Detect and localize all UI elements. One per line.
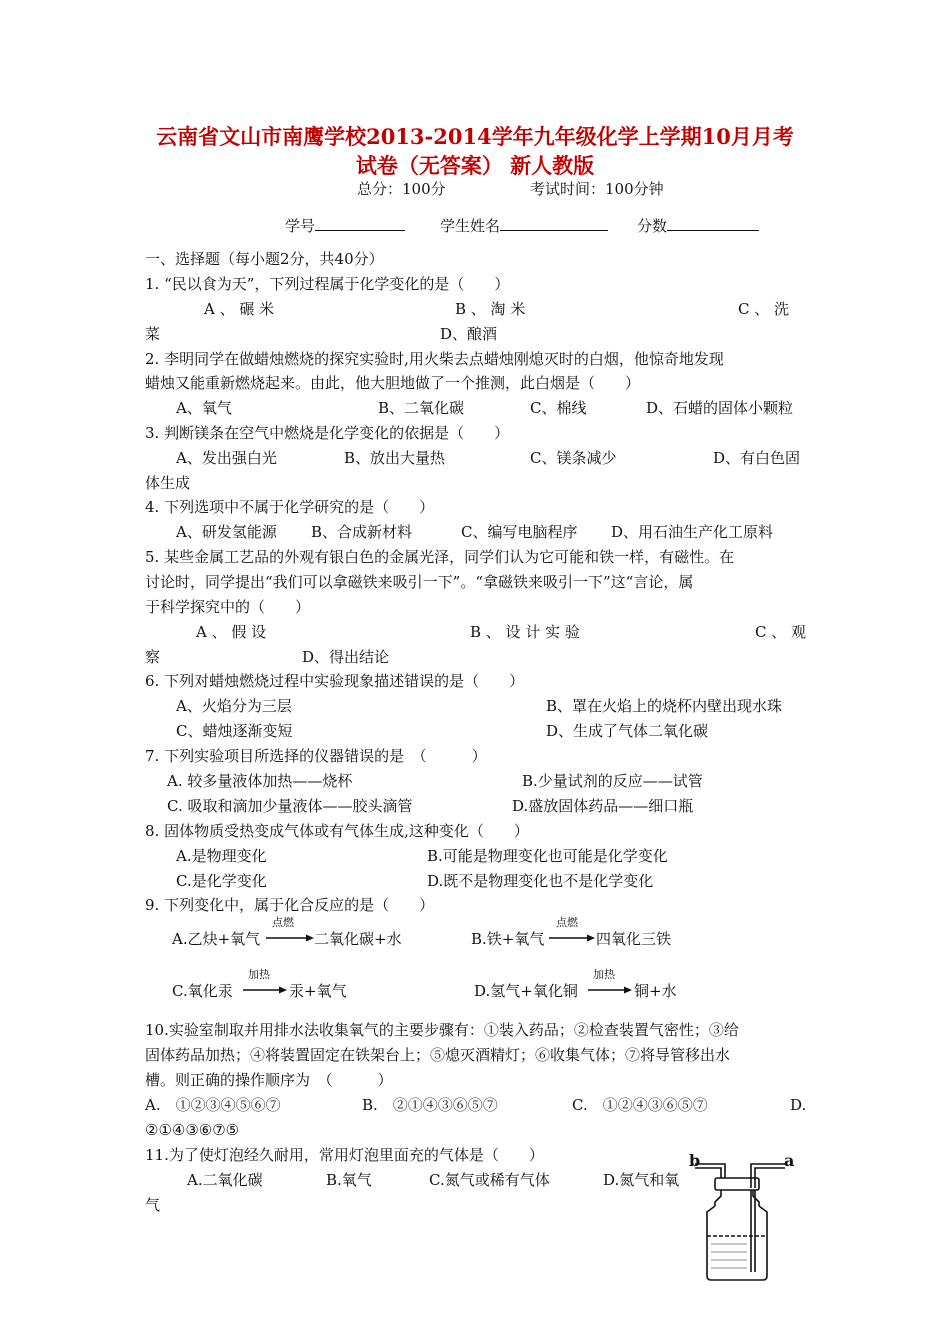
q11-option-d: D.氮气和氧	[603, 1171, 680, 1189]
q9-option-d-condition: 加热	[593, 968, 615, 981]
q2-option-b: B、二氧化碳	[378, 399, 465, 417]
q9-stem: 9. 下列变化中，属于化合反应的是（ ）	[145, 896, 435, 914]
q9-option-c-condition: 加热	[248, 968, 270, 981]
q2-option-d: D、石蜡的固体小颗粒	[646, 399, 794, 417]
student-name-label: 学生姓名	[440, 217, 501, 235]
q9-option-b-reactants: B.铁+氧气	[471, 930, 545, 948]
score-field	[637, 214, 759, 236]
q5-option-d: D、得出结论	[302, 648, 390, 666]
q6-option-d: D、生成了气体二氧化碳	[546, 722, 709, 740]
student-id-blank	[315, 214, 405, 231]
q10-stem-line1: 10.实验室制取并用排水法收集氧气的主要步骤有：①装入药品；②检查装置气密性；③给	[145, 1021, 739, 1039]
bottle-label-a: a	[784, 1151, 795, 1170]
gas-bottle-icon	[695, 1158, 805, 1283]
q6-option-c: C、蜡烛逐渐变短	[176, 722, 293, 740]
q4-option-d: D、用石油生产化工原料	[611, 523, 774, 541]
q8-option-c: C.是化学变化	[176, 872, 267, 890]
q5-option-c: C 、 观	[755, 623, 807, 641]
q11-option-d-cont: 气	[145, 1196, 161, 1214]
q8-option-d: D.既不是物理变化也不是化学变化	[427, 872, 654, 890]
q11-option-c: C.氮气或稀有气体	[429, 1171, 550, 1189]
q10-option-d: D.	[790, 1096, 807, 1114]
q9-option-b-products: 四氧化三铁	[596, 930, 672, 948]
score-blank	[667, 214, 759, 231]
q2-option-a: A、氧气	[176, 399, 232, 417]
q2-stem-line1: 2. 李明同学在做蜡烛燃烧的探究实验时,用火柴去点蜡烛刚熄灭时的白烟，他惊奇地发现	[145, 350, 724, 368]
student-name-field	[440, 214, 608, 236]
q4-option-a: A、研发氢能源	[176, 523, 277, 541]
exam-time: 考试时间：100分钟	[530, 180, 664, 198]
q9-option-d-arrow-icon	[588, 986, 632, 994]
section-heading: 一、选择题（每小题2分，共40分）	[145, 250, 384, 268]
q2-option-c: C、棉线	[530, 399, 587, 417]
q3-option-c: C、镁条减少	[530, 449, 617, 467]
q9-option-a-condition: 点燃	[272, 916, 294, 929]
q3-stem: 3. 判断镁条在空气中燃烧是化学变化的依据是（ ）	[145, 424, 510, 442]
score-label: 分数	[637, 217, 668, 235]
q9-option-a-arrow-icon	[266, 934, 314, 942]
bottle-label-b: b	[689, 1151, 701, 1170]
q9-option-b-arrow-icon	[549, 934, 595, 942]
q9-option-c-products: 汞+氧气	[289, 982, 347, 1000]
q8-option-b: B.可能是物理变化也可能是化学变化	[427, 847, 668, 865]
q3-option-b: B、放出大量热	[344, 449, 446, 467]
student-id-label: 学号	[285, 217, 316, 235]
q7-stem: 7. 下列实验项目所选择的仪器错误的是 （ ）	[145, 747, 487, 765]
q10-option-b: B. ②①④③⑥⑤⑦	[362, 1096, 498, 1114]
q11-option-a: A.二氧化碳	[187, 1171, 263, 1189]
q3-option-a: A、发出强白光	[176, 449, 277, 467]
q9-option-a-reactants: A.乙炔+氧气	[172, 930, 261, 948]
student-name-blank	[500, 214, 608, 231]
student-id-field	[285, 214, 405, 236]
q7-option-b: B.少量试剂的反应——试管	[522, 772, 703, 790]
q5-option-b: B 、 设 计 实 验	[470, 623, 580, 641]
q9-option-a-products: 二氧化碳+水	[314, 930, 402, 948]
q9-option-d-products: 铜+水	[634, 982, 677, 1000]
q10-option-a: A. ①②③④⑤⑥⑦	[145, 1096, 281, 1114]
q7-option-d: D.盛放固体药品——细口瓶	[512, 797, 694, 815]
q10-stem-line2: 固体药品加热；④将装置固定在铁架台上；⑤熄灭酒精灯；⑥收集气体；⑦将导管移出水	[145, 1046, 731, 1064]
q9-option-c-arrow-icon	[243, 986, 287, 994]
exam-title-line1: 云南省文山市南鹰学校2013-2014学年九年级化学上学期10月月考	[156, 124, 794, 149]
q3-option-d: D、有白色固	[713, 449, 801, 467]
q4-stem: 4. 下列选项中不属于化学研究的是（ ）	[145, 498, 435, 516]
q7-option-c: C. 吸取和滴加少量液体——胶头滴管	[167, 797, 413, 815]
q2-stem-line2: 蜡烛又能重新燃烧起来。由此，他大胆地做了一个推测，此白烟是（ ）	[145, 374, 641, 392]
exam-title-line2: 试卷（无答案） 新人教版	[355, 153, 595, 178]
q4-option-b: B、合成新材料	[311, 523, 413, 541]
q5-stem-line1: 5. 某些金属工艺品的外观有银白色的金属光泽，同学们认为它可能和铁一样，有磁性。在	[145, 548, 735, 566]
q7-option-a: A. 较多量液体加热——烧杯	[167, 772, 353, 790]
q1-option-d: D、酿酒	[440, 325, 498, 343]
q1-stem: 1. “民以食为天”，下列过程属于化学变化的是（ ）	[145, 275, 510, 293]
q6-option-b: B、罩在火焰上的烧杯内壁出现水珠	[546, 697, 783, 715]
q6-option-a: A、火焰分为三层	[176, 697, 292, 715]
q11-option-b: B.氧气	[326, 1171, 372, 1189]
q6-stem: 6. 下列对蜡烛燃烧过程中实验现象描述错误的是（ ）	[145, 672, 525, 690]
q10-option-c: C. ①②④③⑥⑤⑦	[572, 1096, 708, 1114]
q9-option-d-reactants: D.氢气+氧化铜	[474, 982, 578, 1000]
q8-stem: 8. 固体物质受热变成气体或有气体生成,这种变化（ ）	[145, 822, 529, 840]
q4-option-c: C、编写电脑程序	[461, 523, 578, 541]
q10-option-d-cont: ②①④③⑥⑦⑤	[145, 1121, 240, 1139]
q9-option-c-reactants: C.氧化汞	[172, 982, 233, 1000]
q5-stem-line2: 讨论时，同学提出“我们可以拿磁铁来吸引一下”。“拿磁铁来吸引一下”这“言论，属	[145, 573, 694, 591]
q5-stem-line3: 于科学探究中的（ ）	[145, 598, 311, 616]
total-score: 总分：100分	[357, 180, 446, 198]
q1-option-c: C 、 洗	[738, 300, 790, 318]
q8-option-a: A.是物理变化	[176, 847, 267, 865]
q11-stem: 11.为了使灯泡经久耐用，常用灯泡里面充的气体是（ ）	[145, 1146, 544, 1164]
q1-option-a: A 、 碾 米	[204, 300, 275, 318]
q10-stem-line3: 槽。则正确的操作顺序为 （ ）	[145, 1071, 393, 1089]
q1-option-b: B 、 淘 米	[455, 300, 526, 318]
q5-option-a: A 、 假 设	[196, 623, 267, 641]
q5-option-c-cont: 察	[145, 648, 161, 666]
q1-option-c-cont: 菜	[145, 325, 161, 343]
q3-option-d-cont: 体生成	[145, 474, 191, 492]
q9-option-b-condition: 点燃	[556, 916, 578, 929]
